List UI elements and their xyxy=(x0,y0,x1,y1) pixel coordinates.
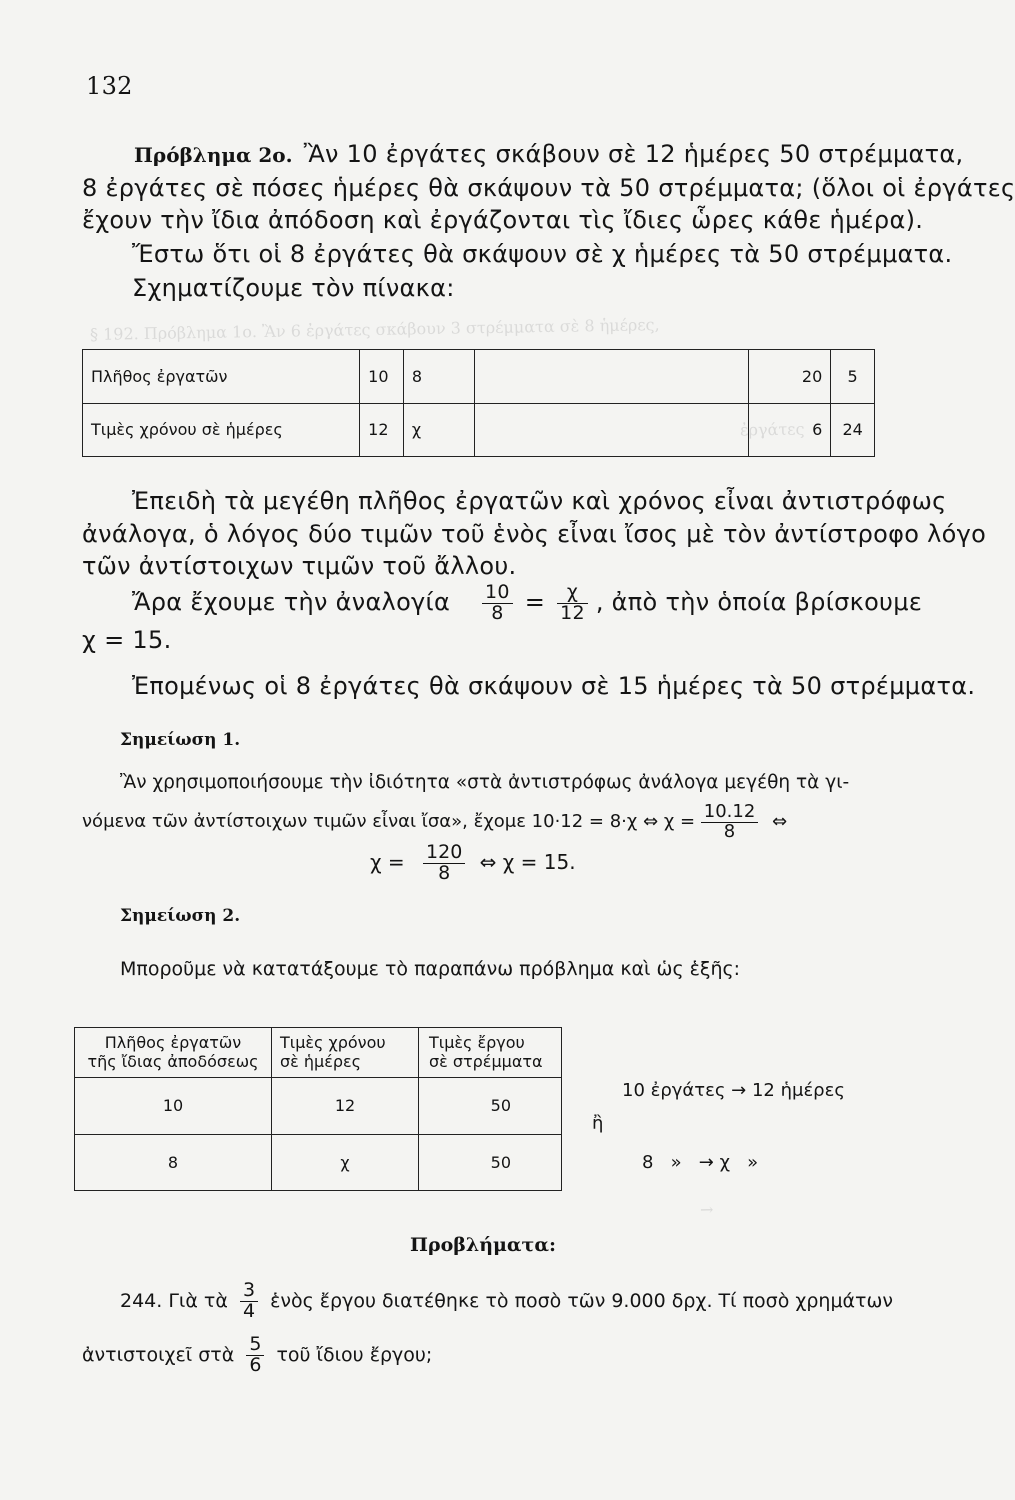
table-header-cell xyxy=(272,1028,419,1078)
fraction xyxy=(701,800,759,842)
reasoning-line2: ἀνάλογα, ὁ λόγος δύο τιμῶν τοῦ ἑνὸς εἶναι ἴσος μὲ τὸν ἀντίστροφο λόγο xyxy=(82,520,987,548)
table-cell xyxy=(475,350,749,404)
problem2-line4: Ἔστω ὅτι οἱ 8 ἐργάτες θὰ σκάψουν σὲ χ ἡμέρες τὰ 50 στρέμματα. xyxy=(132,240,953,268)
bleed-through-text: → xyxy=(699,1199,714,1220)
problems-heading: Προβλήματα: xyxy=(410,1234,556,1256)
fraction-denominator: 12 xyxy=(560,601,585,624)
table-cell: 5 xyxy=(831,350,875,404)
fraction xyxy=(246,1335,264,1376)
fraction-numerator: 5 xyxy=(246,1335,264,1356)
table-cell: 10 xyxy=(75,1078,272,1134)
table-cell: Τιμὲς χρόνου σὲ ἡμέρες xyxy=(83,403,360,457)
header-line: Πλῆθος ἐργατῶν xyxy=(104,1033,242,1053)
fraction-numerator: χ xyxy=(557,583,588,604)
table-cell: 24 xyxy=(831,403,875,457)
table-cell xyxy=(475,403,749,457)
problem-244-line2-pre: ἀντιστοιχεῖ στὰ xyxy=(82,1344,235,1366)
fraction-numerator: 10.12 xyxy=(701,803,759,823)
header-line: σὲ στρέμματα xyxy=(429,1051,543,1071)
note1-line3 xyxy=(370,838,576,886)
fraction xyxy=(557,580,588,624)
table-cell: 20 xyxy=(749,350,831,404)
proportion-table xyxy=(82,349,875,457)
fraction-denominator: 8 xyxy=(723,820,736,842)
note1-line2-post: ⇔ xyxy=(772,811,788,832)
page-number: 132 xyxy=(86,72,133,100)
fraction-numerator: 120 xyxy=(423,843,465,864)
note1-line3-pre: χ = xyxy=(370,850,405,874)
reasoning-line3: τῶν ἀντίστοιχων τιμῶν τοῦ ἄλλου. xyxy=(82,552,517,580)
classification-table xyxy=(74,1027,562,1191)
problem2-heading: Πρόβλημα 2ο. xyxy=(134,143,293,167)
table-cell: 8 xyxy=(75,1134,272,1190)
problem-244-mid: ἑνὸς ἔργου διατέθηκε τὸ ποσὸ τῶν 9.000 δρχ. Τί ποσὸ χρημάτων xyxy=(270,1290,894,1312)
bleed-through-text: ἐργάτες xyxy=(739,419,805,440)
fraction-denominator: 4 xyxy=(242,1300,256,1322)
scheme-line2: 8 » → χ » xyxy=(642,1152,759,1173)
reasoning-line4-pre: Ἄρα ἔχουμε τὴν ἀναλογία xyxy=(132,588,451,616)
problem-244-line2-post: τοῦ ἴδιου ἔργου; xyxy=(276,1344,433,1366)
header-line: σὲ ἡμέρες xyxy=(280,1051,362,1071)
header-line: Τιμὲς ἔργου xyxy=(429,1033,525,1053)
fraction xyxy=(482,580,513,624)
table-cell: 12 xyxy=(272,1078,419,1134)
reasoning-line6: Ἐπομένως οἱ 8 ἐργάτες θὰ σκάψουν σὲ 15 ἡμέρες τὰ 50 στρέμματα. xyxy=(132,672,976,700)
problem2-line3: ἔχουν τὴν ἴδια ἀπόδοση καὶ ἐργάζονται τὶς ἴδιες ὧρες κάθε ἡμέρα). xyxy=(82,206,924,234)
problem2-line1 xyxy=(134,140,963,168)
header-line: τῆς ἴδιας ἀποδόσεως xyxy=(87,1051,259,1071)
reasoning-line4 xyxy=(132,580,922,624)
note1-line1: Ἂν χρησιμοποιήσουμε τὴν ἰδιότητα «στὰ ἀντιστρόφως ἀνάλογα μεγέθη τὰ γι- xyxy=(120,772,850,793)
problem-244-line1 xyxy=(120,1276,893,1326)
note1-heading: Σημείωση 1. xyxy=(120,730,241,750)
table-cell: 8 xyxy=(403,350,474,404)
fraction xyxy=(423,843,465,884)
reasoning-line1: Ἐπειδὴ τὰ μεγέθη πλῆθος ἐργατῶν καὶ χρόνος εἶναι ἀντιστρόφως xyxy=(132,487,947,515)
note2-heading: Σημείωση 2. xyxy=(120,906,241,926)
header-line: Τιμὲς χρόνου xyxy=(280,1033,386,1053)
note1-line3-post: ⇔ χ = 15. xyxy=(479,850,576,874)
fraction-denominator: 8 xyxy=(491,601,504,624)
note2-line1: Μποροῦμε νὰ κατατάξουμε τὸ παραπάνω πρόβλημα καὶ ὡς ἑξῆς: xyxy=(120,958,741,980)
equals-sign: = xyxy=(524,588,546,616)
scheme-or: ἢ xyxy=(592,1113,604,1134)
fraction-numerator: 10 xyxy=(482,583,513,604)
table-cell: 6 xyxy=(749,403,831,457)
table-cell: 50 xyxy=(419,1134,562,1190)
problem-244-line2 xyxy=(82,1330,432,1380)
table-cell: 50 xyxy=(419,1078,562,1134)
table-cell: 12 xyxy=(360,403,404,457)
note1-line2-pre: νόμενα τῶν ἀντίστοιχων τιμῶν εἶναι ἴσα», ἔχομε 10·12 = 8·χ ⇔ χ = xyxy=(82,811,696,832)
bleed-through-text: § 192. Πρόβλημα 1ο. Ἂν 6 ἐργάτες σκάβουν 3 στρέμματα σὲ 8 ἡμέρες, xyxy=(89,315,660,344)
fraction-denominator: 6 xyxy=(249,1354,262,1376)
table-cell: χ xyxy=(272,1134,419,1190)
table-cell: 10 xyxy=(360,350,404,404)
problem2-line5: Σχηματίζουμε τὸν πίνακα: xyxy=(132,274,455,302)
table-header-cell xyxy=(419,1028,562,1078)
problem2-line2: 8 ἐργάτες σὲ πόσες ἡμέρες θὰ σκάψουν τὰ 50 στρέμματα; (ὅλοι οἱ ἐργάτες xyxy=(82,174,1015,202)
scheme-line1: 10 ἐργάτες → 12 ἡμέρες xyxy=(622,1080,845,1101)
table-cell: χ xyxy=(403,403,474,457)
reasoning-line4-post: , ἀπὸ τὴν ὁποία βρίσκουμε xyxy=(595,588,923,616)
reasoning-line5: χ = 15. xyxy=(82,626,172,654)
fraction xyxy=(240,1281,258,1322)
fraction-denominator: 8 xyxy=(438,862,451,884)
problem-244-pre: 244. Γιὰ τὰ xyxy=(120,1290,228,1312)
problem2-text: Ἂν 10 ἐργάτες σκάβουν σὲ 12 ἡμέρες 50 στρέμματα, xyxy=(303,140,964,168)
table-header-cell xyxy=(75,1028,272,1078)
fraction-numerator: 3 xyxy=(240,1281,258,1302)
table-cell: Πλῆθος ἐργατῶν xyxy=(83,350,360,404)
